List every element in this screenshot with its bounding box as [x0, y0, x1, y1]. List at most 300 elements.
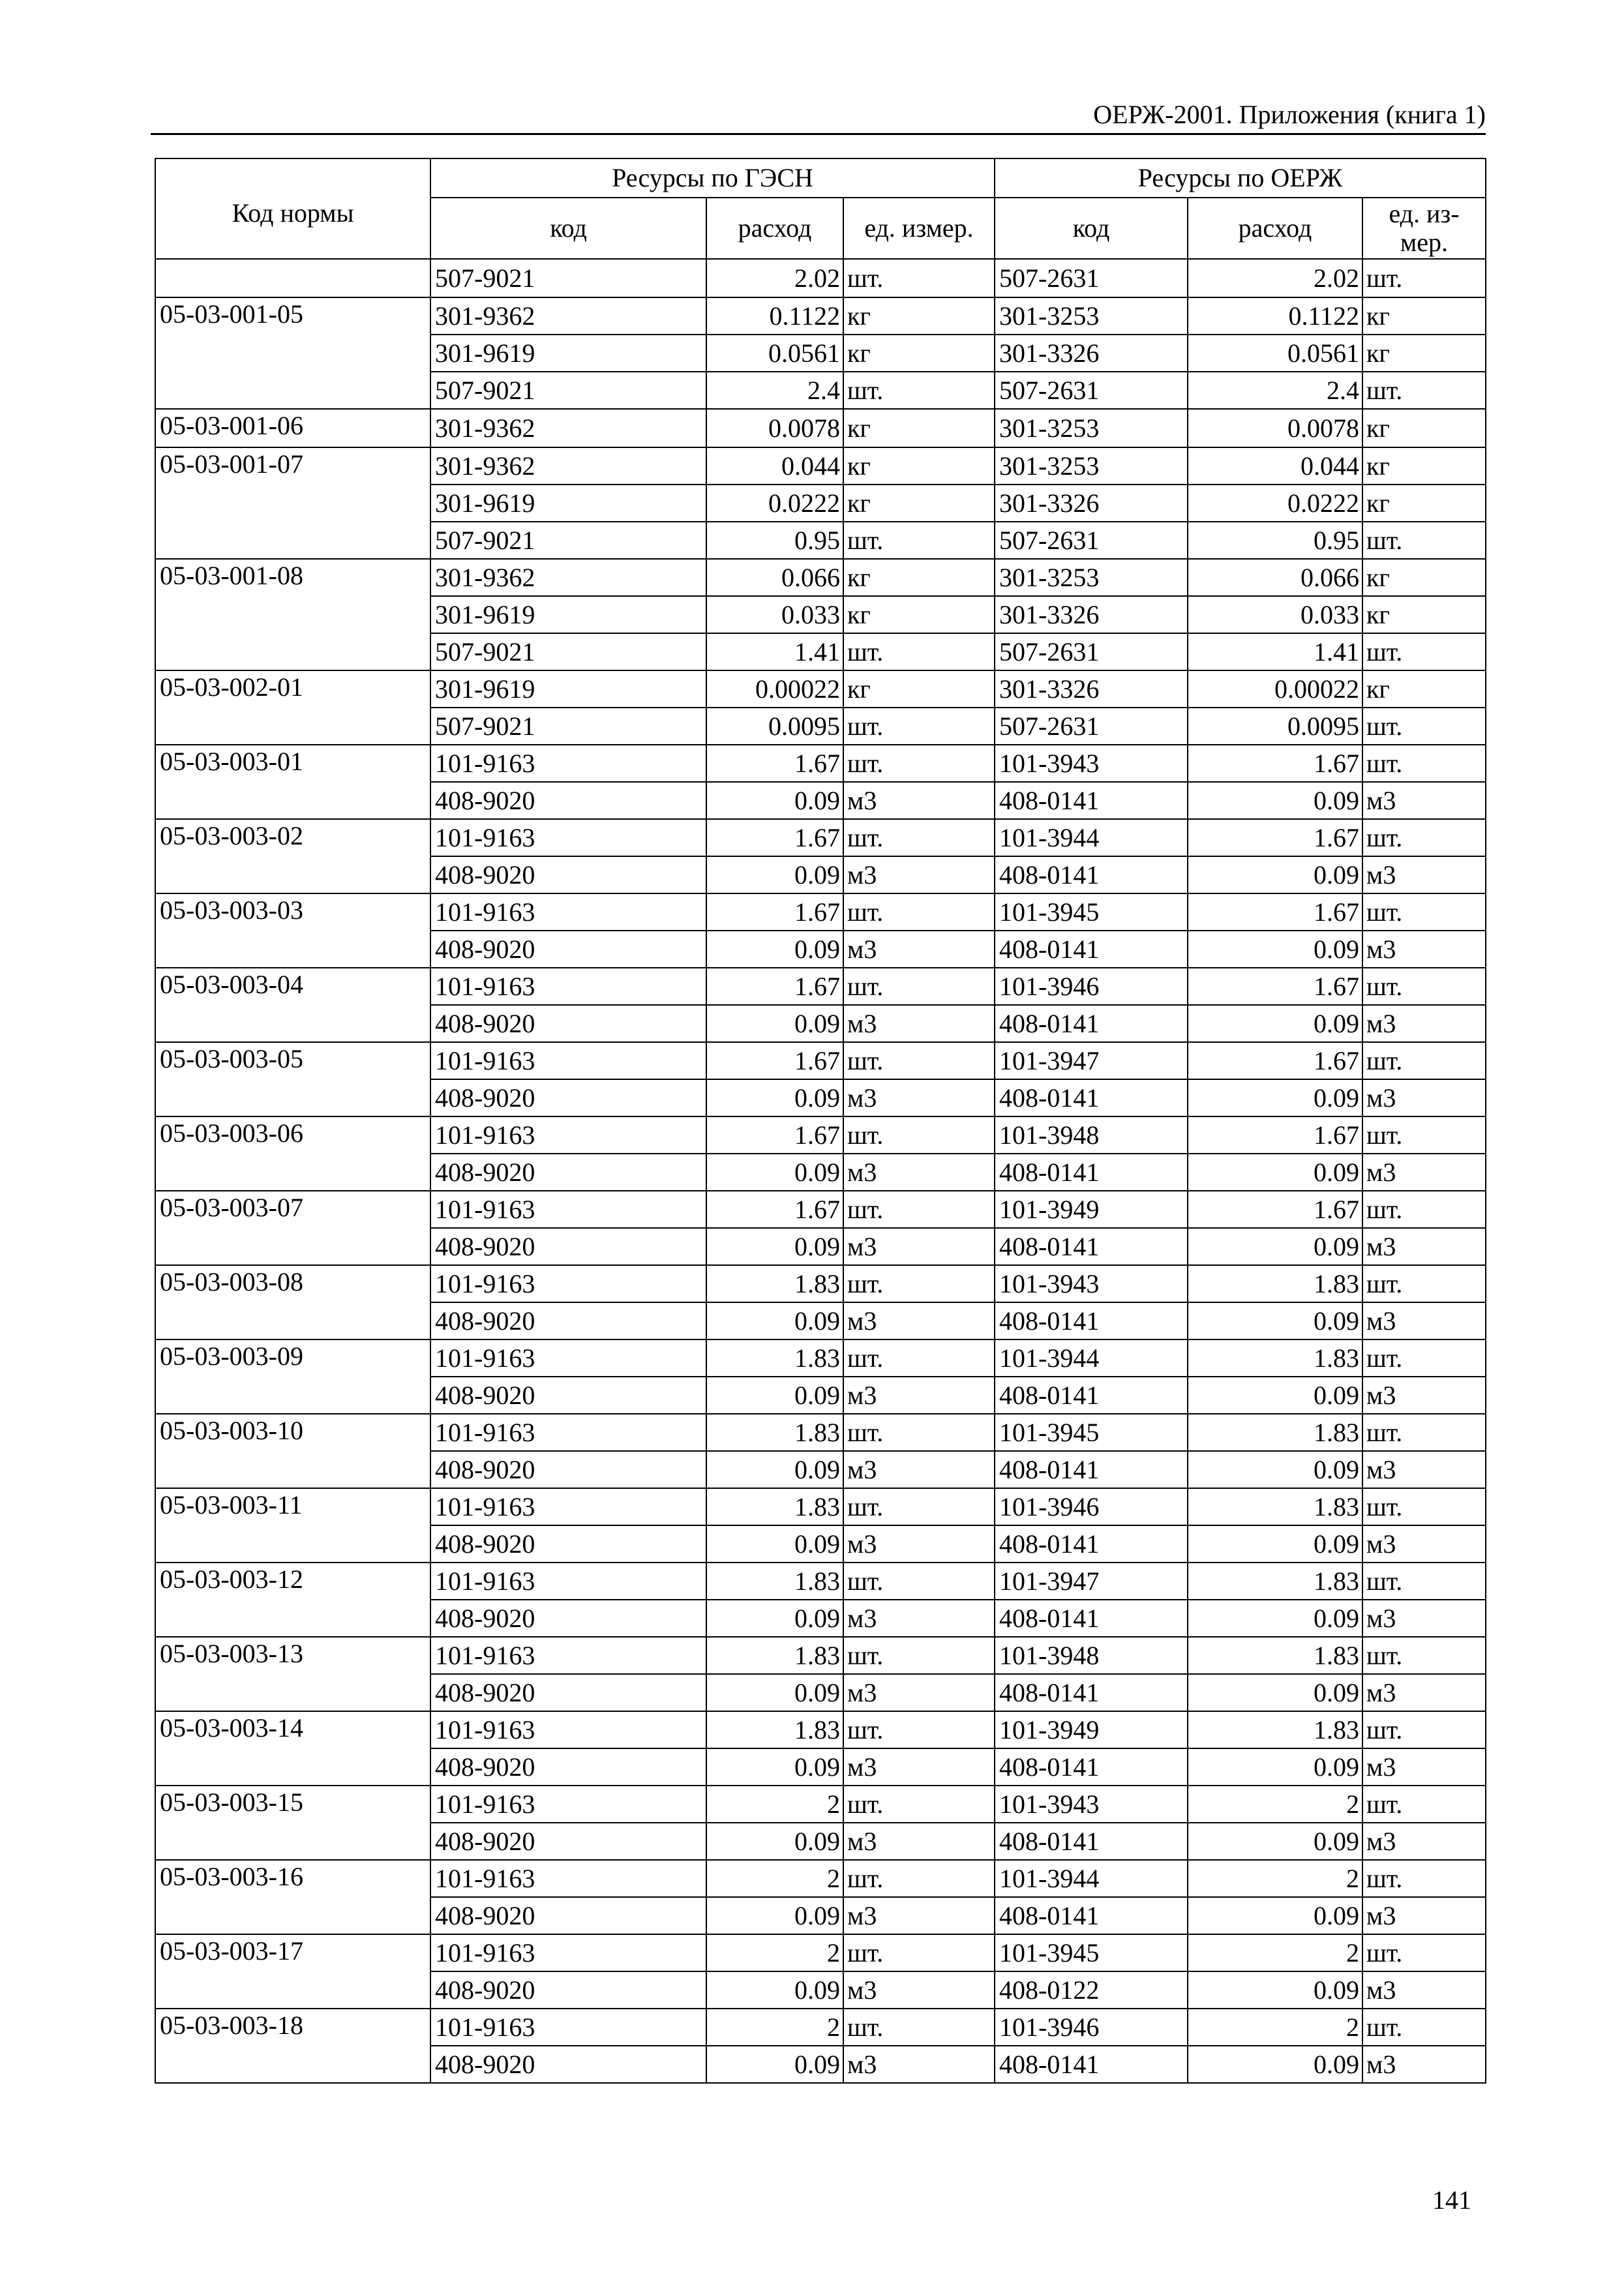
gesn-amount-cell: 0.09 — [706, 1748, 843, 1786]
table-row — [155, 1042, 1486, 1079]
gesn-code-cell: 408-9020 — [430, 782, 706, 819]
oerzh-code-cell: 408-0141 — [995, 1005, 1188, 1042]
oerzh-code-cell: 101-3943 — [995, 1265, 1188, 1302]
gesn-unit-cell: шт. — [843, 1860, 995, 1897]
gesn-unit-cell: м3 — [843, 1748, 995, 1786]
gesn-amount-cell: 0.09 — [706, 931, 843, 968]
gesn-amount-cell: 2.02 — [706, 259, 843, 297]
oerzh-amount-cell: 2 — [1188, 1934, 1362, 1971]
oerzh-code-cell: 301-3253 — [995, 447, 1188, 485]
oerzh-unit-cell: шт. — [1362, 708, 1486, 745]
gesn-code-cell: 101-9163 — [430, 1414, 706, 1451]
oerzh-unit-cell: кг — [1362, 596, 1486, 633]
oerzh-unit-cell: м3 — [1362, 1674, 1486, 1711]
norm-code-cell: 05-03-002-01 — [155, 670, 430, 745]
oerzh-amount-cell: 0.09 — [1188, 1600, 1362, 1637]
oerzh-code-cell: 101-3944 — [995, 1339, 1188, 1377]
oerzh-unit-cell: шт. — [1362, 1786, 1486, 1823]
oerzh-code-cell: 101-3949 — [995, 1711, 1188, 1748]
gesn-code-cell: 101-9163 — [430, 1711, 706, 1748]
gesn-unit-cell: шт. — [843, 1042, 995, 1079]
oerzh-unit-cell: шт. — [1362, 1488, 1486, 1525]
table-row — [155, 1637, 1486, 1674]
gesn-unit-cell: м3 — [843, 1674, 995, 1711]
oerzh-amount-cell: 0.09 — [1188, 931, 1362, 968]
oerzh-unit-cell: шт. — [1362, 819, 1486, 856]
gesn-amount-cell: 0.09 — [706, 782, 843, 819]
gesn-amount-cell: 1.83 — [706, 1637, 843, 1674]
table-row — [155, 447, 1486, 485]
gesn-amount-cell: 0.09 — [706, 2046, 843, 2083]
oerzh-unit-cell: м3 — [1362, 1154, 1486, 1191]
col-gesn-unit: ед. измер. — [843, 198, 995, 259]
gesn-code-cell: 301-9362 — [430, 297, 706, 335]
oerzh-amount-cell: 1.83 — [1188, 1563, 1362, 1600]
gesn-unit-cell: м3 — [843, 1302, 995, 1339]
norm-code-cell: 05-03-003-04 — [155, 968, 430, 1042]
gesn-code-cell: 101-9163 — [430, 1191, 706, 1228]
gesn-amount-cell: 1.83 — [706, 1711, 843, 1748]
gesn-code-cell: 101-9163 — [430, 1488, 706, 1525]
gesn-unit-cell: шт. — [843, 1488, 995, 1525]
gesn-unit-cell: шт. — [843, 819, 995, 856]
norm-code-cell: 05-03-003-05 — [155, 1042, 430, 1116]
oerzh-code-cell: 101-3944 — [995, 1860, 1188, 1897]
table-row — [155, 1116, 1486, 1154]
gesn-unit-cell: м3 — [843, 1451, 995, 1488]
gesn-unit-cell: м3 — [843, 1897, 995, 1934]
oerzh-unit-cell: шт. — [1362, 1934, 1486, 1971]
oerzh-unit-cell: м3 — [1362, 1302, 1486, 1339]
gesn-code-cell: 507-9021 — [430, 522, 706, 559]
gesn-code-cell: 408-9020 — [430, 1079, 706, 1116]
gesn-amount-cell: 0.09 — [706, 1079, 843, 1116]
oerzh-unit-cell: шт. — [1362, 1339, 1486, 1377]
oerzh-code-cell: 408-0141 — [995, 2046, 1188, 2083]
running-header: ОЕРЖ-2001. Приложения (книга 1) — [1093, 100, 1486, 129]
gesn-amount-cell: 0.09 — [706, 1302, 843, 1339]
gesn-code-cell: 408-9020 — [430, 856, 706, 893]
oerzh-amount-cell: 0.044 — [1188, 447, 1362, 485]
gesn-amount-cell: 0.09 — [706, 1971, 843, 2009]
gesn-code-cell: 301-9619 — [430, 335, 706, 372]
gesn-amount-cell: 1.83 — [706, 1265, 843, 1302]
oerzh-code-cell: 408-0141 — [995, 1079, 1188, 1116]
table-row — [155, 409, 1486, 447]
gesn-code-cell: 101-9163 — [430, 968, 706, 1005]
oerzh-code-cell: 101-3943 — [995, 745, 1188, 782]
oerzh-unit-cell: шт. — [1362, 1563, 1486, 1600]
oerzh-code-cell: 101-3945 — [995, 1414, 1188, 1451]
gesn-amount-cell: 2.4 — [706, 372, 843, 409]
oerzh-code-cell: 507-2631 — [995, 633, 1188, 670]
oerzh-unit-cell: кг — [1362, 559, 1486, 596]
oerzh-amount-cell: 1.67 — [1188, 968, 1362, 1005]
gesn-code-cell: 408-9020 — [430, 1897, 706, 1934]
norm-code-cell: 05-03-003-17 — [155, 1934, 430, 2009]
gesn-unit-cell: шт. — [843, 1191, 995, 1228]
oerzh-code-cell: 101-3947 — [995, 1563, 1188, 1600]
oerzh-unit-cell: шт. — [1362, 1265, 1486, 1302]
oerzh-code-cell: 408-0141 — [995, 1228, 1188, 1265]
gesn-amount-cell: 0.95 — [706, 522, 843, 559]
oerzh-amount-cell: 1.83 — [1188, 1637, 1362, 1674]
oerzh-code-cell: 101-3947 — [995, 1042, 1188, 1079]
oerzh-code-cell: 301-3326 — [995, 335, 1188, 372]
col-gesn-code: код — [430, 198, 706, 259]
oerzh-amount-cell: 0.09 — [1188, 1823, 1362, 1860]
oerzh-amount-cell: 0.09 — [1188, 1079, 1362, 1116]
table-body — [155, 259, 1486, 2083]
gesn-amount-cell: 1.67 — [706, 819, 843, 856]
gesn-code-cell: 408-9020 — [430, 1005, 706, 1042]
oerzh-unit-cell: м3 — [1362, 1228, 1486, 1265]
oerzh-code-cell: 301-3253 — [995, 409, 1188, 447]
gesn-unit-cell: шт. — [843, 1786, 995, 1823]
norm-code-cell: 05-03-003-11 — [155, 1488, 430, 1563]
table-row — [155, 1860, 1486, 1897]
gesn-code-cell: 301-9362 — [430, 409, 706, 447]
gesn-amount-cell: 0.0078 — [706, 409, 843, 447]
gesn-amount-cell: 0.09 — [706, 1600, 843, 1637]
table-row — [155, 1265, 1486, 1302]
oerzh-unit-cell: шт. — [1362, 2009, 1486, 2046]
table-row — [155, 1786, 1486, 1823]
gesn-code-cell: 408-9020 — [430, 1971, 706, 2009]
table-row — [155, 1414, 1486, 1451]
oerzh-code-cell: 301-3253 — [995, 297, 1188, 335]
gesn-code-cell: 408-9020 — [430, 1154, 706, 1191]
oerzh-unit-cell: шт. — [1362, 259, 1486, 297]
oerzh-amount-cell: 1.67 — [1188, 1042, 1362, 1079]
oerzh-code-cell: 101-3946 — [995, 1488, 1188, 1525]
gesn-amount-cell: 0.09 — [706, 1674, 843, 1711]
oerzh-unit-cell: шт. — [1362, 1042, 1486, 1079]
gesn-code-cell: 507-9021 — [430, 372, 706, 409]
gesn-code-cell: 101-9163 — [430, 1860, 706, 1897]
gesn-amount-cell: 0.09 — [706, 1451, 843, 1488]
oerzh-code-cell: 507-2631 — [995, 708, 1188, 745]
norm-code-cell: 05-03-001-05 — [155, 297, 430, 409]
oerzh-amount-cell: 0.09 — [1188, 1525, 1362, 1563]
gesn-amount-cell: 1.67 — [706, 893, 843, 931]
oerzh-amount-cell: 0.1122 — [1188, 297, 1362, 335]
oerzh-amount-cell: 0.09 — [1188, 1971, 1362, 2009]
oerzh-unit-cell: кг — [1362, 409, 1486, 447]
gesn-amount-cell: 2 — [706, 2009, 843, 2046]
gesn-unit-cell: шт. — [843, 1711, 995, 1748]
norm-code-cell: 05-03-003-12 — [155, 1563, 430, 1637]
oerzh-unit-cell: м3 — [1362, 782, 1486, 819]
gesn-code-cell: 101-9163 — [430, 1042, 706, 1079]
oerzh-amount-cell: 1.67 — [1188, 1116, 1362, 1154]
norm-code-cell: 05-03-001-07 — [155, 447, 430, 559]
norm-code-cell: 05-03-003-08 — [155, 1265, 430, 1339]
oerzh-unit-cell: м3 — [1362, 1005, 1486, 1042]
gesn-amount-cell: 0.09 — [706, 1525, 843, 1563]
gesn-amount-cell: 1.67 — [706, 1116, 843, 1154]
oerzh-unit-cell: кг — [1362, 447, 1486, 485]
oerzh-unit-cell: кг — [1362, 485, 1486, 522]
gesn-unit-cell: кг — [843, 409, 995, 447]
oerzh-unit-cell: м3 — [1362, 1897, 1486, 1934]
norm-code-cell: 05-03-001-08 — [155, 559, 430, 670]
gesn-unit-cell: шт. — [843, 1265, 995, 1302]
resource-table — [155, 158, 1486, 2084]
oerzh-unit-cell: м3 — [1362, 1377, 1486, 1414]
gesn-unit-cell: м3 — [843, 1079, 995, 1116]
oerzh-unit-cell: шт. — [1362, 633, 1486, 670]
gesn-unit-cell: шт. — [843, 1339, 995, 1377]
oerzh-unit-cell: кг — [1362, 670, 1486, 708]
table-row — [155, 559, 1486, 596]
oerzh-code-cell: 408-0141 — [995, 1897, 1188, 1934]
oerzh-unit-cell: шт. — [1362, 745, 1486, 782]
table-row — [155, 1339, 1486, 1377]
gesn-unit-cell: шт. — [843, 708, 995, 745]
oerzh-amount-cell: 0.09 — [1188, 1451, 1362, 1488]
gesn-code-cell: 408-9020 — [430, 1600, 706, 1637]
oerzh-code-cell: 408-0141 — [995, 1154, 1188, 1191]
gesn-amount-cell: 0.044 — [706, 447, 843, 485]
oerzh-unit-cell: шт. — [1362, 968, 1486, 1005]
table-header — [155, 158, 1486, 259]
gesn-unit-cell: шт. — [843, 1563, 995, 1600]
oerzh-unit-cell: м3 — [1362, 1823, 1486, 1860]
gesn-code-cell: 101-9163 — [430, 1116, 706, 1154]
gesn-code-cell: 408-9020 — [430, 1302, 706, 1339]
oerzh-unit-cell: м3 — [1362, 1971, 1486, 2009]
oerzh-unit-cell: шт. — [1362, 1191, 1486, 1228]
oerzh-amount-cell: 0.033 — [1188, 596, 1362, 633]
gesn-amount-cell: 0.0561 — [706, 335, 843, 372]
gesn-code-cell: 408-9020 — [430, 1674, 706, 1711]
oerzh-code-cell: 101-3945 — [995, 893, 1188, 931]
table-row — [155, 893, 1486, 931]
gesn-code-cell: 301-9362 — [430, 447, 706, 485]
oerzh-unit-cell: шт. — [1362, 1711, 1486, 1748]
norm-code-cell: 05-03-003-13 — [155, 1637, 430, 1711]
oerzh-unit-cell: м3 — [1362, 856, 1486, 893]
gesn-unit-cell: м3 — [843, 1971, 995, 2009]
oerzh-code-cell: 507-2631 — [995, 259, 1188, 297]
oerzh-amount-cell: 0.09 — [1188, 1897, 1362, 1934]
oerzh-amount-cell: 2 — [1188, 1786, 1362, 1823]
group-header-oerzh: Ресурсы по ОЕРЖ — [995, 158, 1486, 198]
oerzh-code-cell: 408-0141 — [995, 1377, 1188, 1414]
oerzh-unit-cell: шт. — [1362, 1860, 1486, 1897]
oerzh-unit-cell: м3 — [1362, 1451, 1486, 1488]
oerzh-code-cell: 408-0141 — [995, 931, 1188, 968]
oerzh-amount-cell: 1.83 — [1188, 1488, 1362, 1525]
gesn-code-cell: 507-9021 — [430, 633, 706, 670]
gesn-unit-cell: м3 — [843, 1823, 995, 1860]
oerzh-amount-cell: 0.00022 — [1188, 670, 1362, 708]
gesn-amount-cell: 0.0095 — [706, 708, 843, 745]
gesn-unit-cell: шт. — [843, 633, 995, 670]
gesn-amount-cell: 0.00022 — [706, 670, 843, 708]
table-row — [155, 745, 1486, 782]
gesn-amount-cell: 2 — [706, 1786, 843, 1823]
gesn-unit-cell: шт. — [843, 968, 995, 1005]
gesn-amount-cell: 0.09 — [706, 856, 843, 893]
norm-code-cell: 05-03-003-02 — [155, 819, 430, 893]
norm-code-cell: 05-03-001-06 — [155, 409, 430, 447]
table-row — [155, 2009, 1486, 2046]
gesn-unit-cell: м3 — [843, 1154, 995, 1191]
oerzh-code-cell: 101-3945 — [995, 1934, 1188, 1971]
oerzh-unit-cell: шт. — [1362, 893, 1486, 931]
gesn-code-cell: 101-9163 — [430, 1339, 706, 1377]
oerzh-amount-cell: 1.83 — [1188, 1265, 1362, 1302]
norm-code-cell — [155, 259, 430, 297]
gesn-amount-cell: 1.67 — [706, 968, 843, 1005]
gesn-amount-cell: 0.09 — [706, 1897, 843, 1934]
gesn-code-cell: 408-9020 — [430, 1823, 706, 1860]
col-oerzh-amount: расход — [1188, 198, 1362, 259]
oerzh-amount-cell: 1.67 — [1188, 893, 1362, 931]
gesn-unit-cell: м3 — [843, 1377, 995, 1414]
table-row — [155, 1711, 1486, 1748]
norm-code-cell: 05-03-003-10 — [155, 1414, 430, 1488]
gesn-code-cell: 101-9163 — [430, 819, 706, 856]
oerzh-amount-cell: 0.95 — [1188, 522, 1362, 559]
oerzh-amount-cell: 1.41 — [1188, 633, 1362, 670]
table-row — [155, 1563, 1486, 1600]
oerzh-code-cell: 101-3949 — [995, 1191, 1188, 1228]
gesn-amount-cell: 0.033 — [706, 596, 843, 633]
gesn-unit-cell: шт. — [843, 522, 995, 559]
norm-code-cell: 05-03-003-18 — [155, 2009, 430, 2083]
gesn-amount-cell: 1.67 — [706, 1191, 843, 1228]
oerzh-unit-cell: шт. — [1362, 372, 1486, 409]
norm-code-cell: 05-03-003-06 — [155, 1116, 430, 1191]
gesn-unit-cell: кг — [843, 335, 995, 372]
gesn-unit-cell: кг — [843, 559, 995, 596]
norm-code-cell: 05-03-003-03 — [155, 893, 430, 968]
oerzh-amount-cell: 0.0561 — [1188, 335, 1362, 372]
table-row — [155, 968, 1486, 1005]
oerzh-amount-cell: 2.4 — [1188, 372, 1362, 409]
gesn-code-cell: 301-9619 — [430, 485, 706, 522]
gesn-unit-cell: шт. — [843, 1116, 995, 1154]
oerzh-unit-cell: м3 — [1362, 1600, 1486, 1637]
gesn-unit-cell: шт. — [843, 1934, 995, 1971]
oerzh-code-cell: 301-3253 — [995, 559, 1188, 596]
oerzh-code-cell: 408-0141 — [995, 856, 1188, 893]
col-norm-code: Код нормы — [155, 158, 430, 259]
gesn-unit-cell: м3 — [843, 782, 995, 819]
gesn-unit-cell: м3 — [843, 2046, 995, 2083]
gesn-code-cell: 101-9163 — [430, 2009, 706, 2046]
gesn-unit-cell: м3 — [843, 931, 995, 968]
gesn-unit-cell: шт. — [843, 259, 995, 297]
gesn-code-cell: 408-9020 — [430, 2046, 706, 2083]
oerzh-amount-cell: 2 — [1188, 1860, 1362, 1897]
gesn-code-cell: 408-9020 — [430, 1525, 706, 1563]
gesn-unit-cell: шт. — [843, 1637, 995, 1674]
oerzh-code-cell: 408-0141 — [995, 1451, 1188, 1488]
oerzh-unit-cell: м3 — [1362, 1748, 1486, 1786]
gesn-amount-cell: 0.066 — [706, 559, 843, 596]
col-oerzh-unit: ед. из- мер. — [1362, 198, 1486, 259]
gesn-amount-cell: 1.83 — [706, 1414, 843, 1451]
gesn-unit-cell: кг — [843, 485, 995, 522]
gesn-amount-cell: 1.83 — [706, 1563, 843, 1600]
oerzh-code-cell: 101-3944 — [995, 819, 1188, 856]
gesn-unit-cell: шт. — [843, 745, 995, 782]
gesn-unit-cell: м3 — [843, 1525, 995, 1563]
gesn-code-cell: 101-9163 — [430, 745, 706, 782]
oerzh-unit-cell: м3 — [1362, 2046, 1486, 2083]
oerzh-amount-cell: 1.83 — [1188, 1711, 1362, 1748]
oerzh-amount-cell: 1.67 — [1188, 1191, 1362, 1228]
oerzh-amount-cell: 0.0095 — [1188, 708, 1362, 745]
gesn-amount-cell: 1.83 — [706, 1339, 843, 1377]
oerzh-code-cell: 101-3946 — [995, 968, 1188, 1005]
gesn-unit-cell: м3 — [843, 1228, 995, 1265]
oerzh-amount-cell: 0.09 — [1188, 1154, 1362, 1191]
gesn-code-cell: 101-9163 — [430, 893, 706, 931]
oerzh-unit-cell: кг — [1362, 335, 1486, 372]
oerzh-amount-cell: 0.0078 — [1188, 409, 1362, 447]
col-gesn-amount: расход — [706, 198, 843, 259]
gesn-unit-cell: шт. — [843, 2009, 995, 2046]
table-row — [155, 259, 1486, 297]
gesn-code-cell: 507-9021 — [430, 708, 706, 745]
table-row — [155, 1191, 1486, 1228]
gesn-code-cell: 101-9163 — [430, 1265, 706, 1302]
oerzh-code-cell: 101-3948 — [995, 1637, 1188, 1674]
gesn-code-cell: 301-9619 — [430, 596, 706, 633]
oerzh-code-cell: 301-3326 — [995, 485, 1188, 522]
oerzh-unit-cell: шт. — [1362, 1637, 1486, 1674]
oerzh-unit-cell: кг — [1362, 297, 1486, 335]
oerzh-amount-cell: 0.09 — [1188, 782, 1362, 819]
oerzh-amount-cell: 0.09 — [1188, 1228, 1362, 1265]
table-row — [155, 670, 1486, 708]
oerzh-code-cell: 408-0141 — [995, 1674, 1188, 1711]
oerzh-amount-cell: 0.0222 — [1188, 485, 1362, 522]
oerzh-amount-cell: 0.09 — [1188, 856, 1362, 893]
gesn-amount-cell: 1.67 — [706, 745, 843, 782]
gesn-amount-cell: 0.09 — [706, 1377, 843, 1414]
header-rule — [151, 133, 1486, 135]
oerzh-unit-cell: м3 — [1362, 1079, 1486, 1116]
gesn-amount-cell: 1.41 — [706, 633, 843, 670]
oerzh-amount-cell: 0.09 — [1188, 1005, 1362, 1042]
oerzh-code-cell: 408-0141 — [995, 1823, 1188, 1860]
gesn-amount-cell: 2 — [706, 1934, 843, 1971]
oerzh-amount-cell: 2.02 — [1188, 259, 1362, 297]
gesn-code-cell: 101-9163 — [430, 1637, 706, 1674]
oerzh-code-cell: 408-0141 — [995, 1748, 1188, 1786]
gesn-amount-cell: 0.0222 — [706, 485, 843, 522]
oerzh-amount-cell: 0.09 — [1188, 1674, 1362, 1711]
gesn-code-cell: 408-9020 — [430, 1377, 706, 1414]
oerzh-unit-cell: шт. — [1362, 1116, 1486, 1154]
gesn-unit-cell: кг — [843, 447, 995, 485]
gesn-code-cell: 408-9020 — [430, 1748, 706, 1786]
oerzh-code-cell: 408-0122 — [995, 1971, 1188, 2009]
table-row — [155, 1934, 1486, 1971]
gesn-unit-cell: м3 — [843, 856, 995, 893]
norm-code-cell: 05-03-003-15 — [155, 1786, 430, 1860]
norm-code-cell: 05-03-003-01 — [155, 745, 430, 819]
oerzh-unit-cell: м3 — [1362, 931, 1486, 968]
oerzh-code-cell: 301-3326 — [995, 596, 1188, 633]
oerzh-amount-cell: 1.83 — [1188, 1414, 1362, 1451]
